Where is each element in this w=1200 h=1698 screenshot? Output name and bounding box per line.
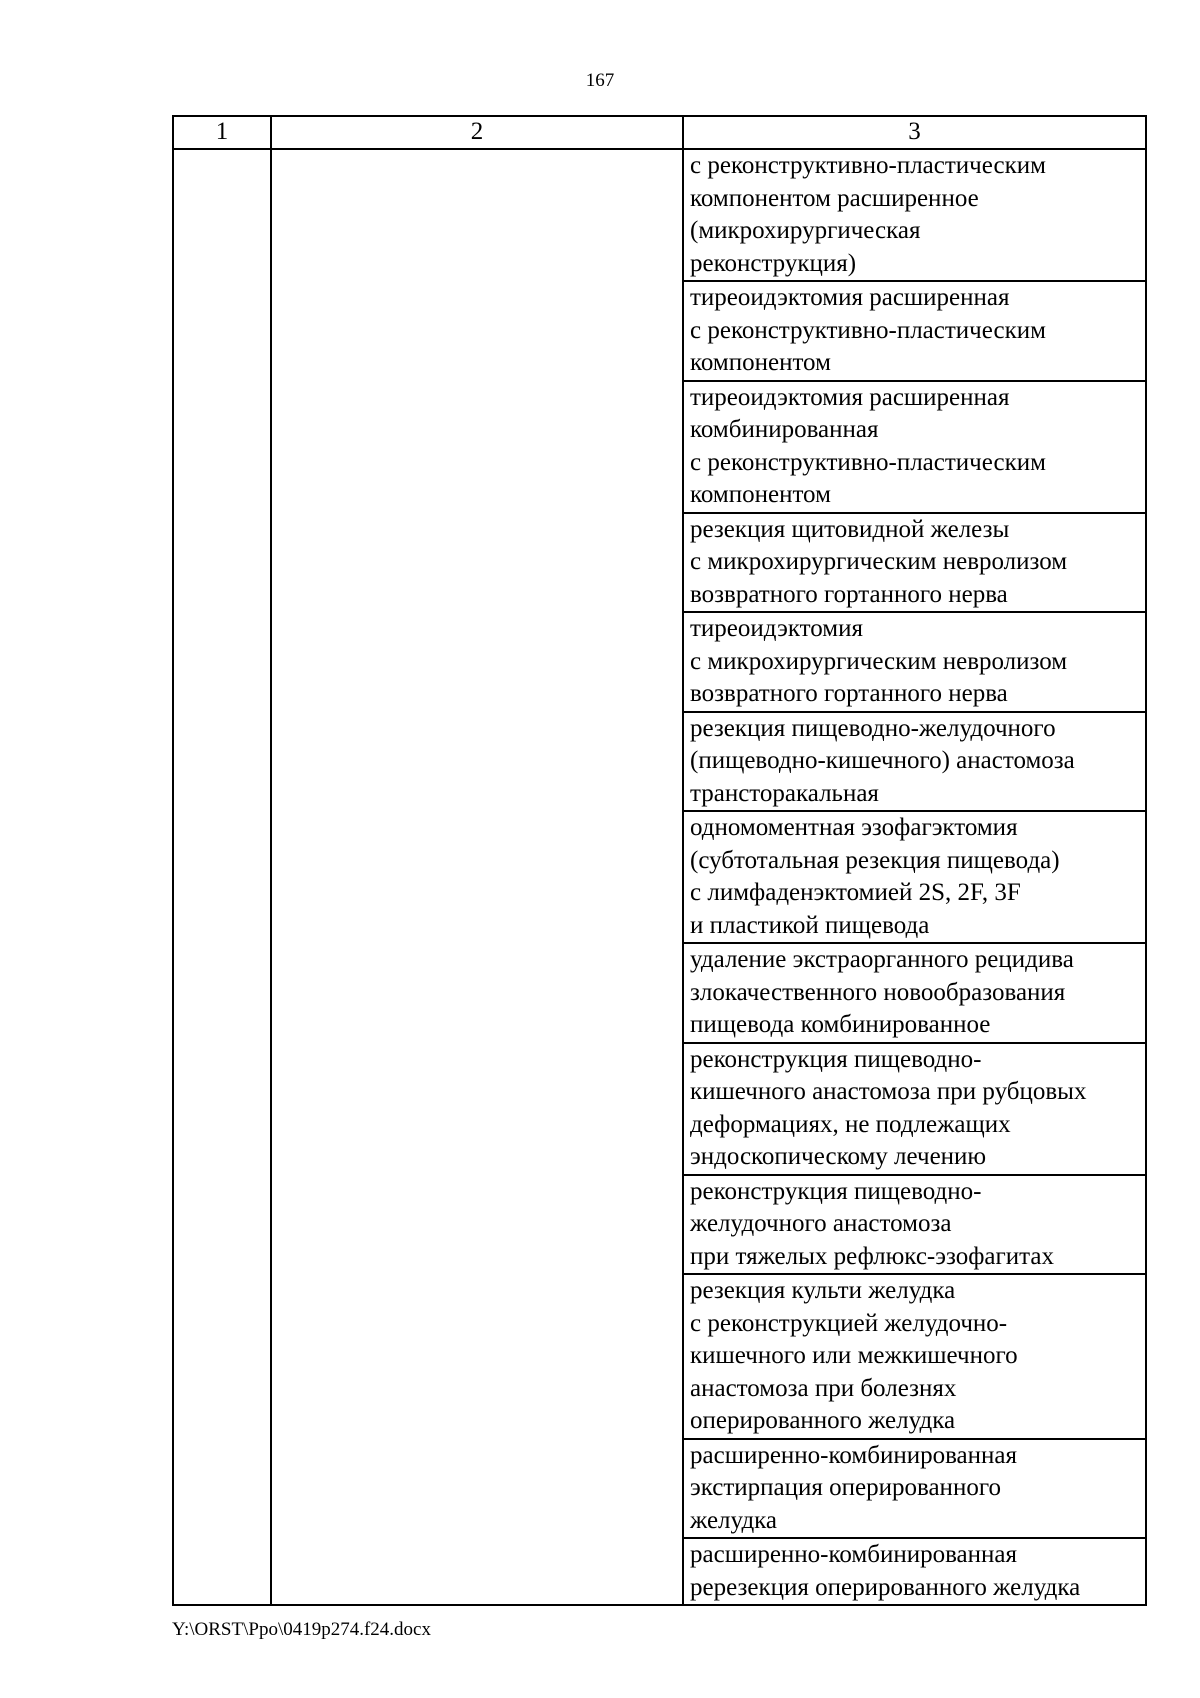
procedure-text-line: кишечного анастомоза при рубцовых	[690, 1078, 1087, 1105]
procedure-cell	[683, 1175, 1146, 1275]
procedure-text-line: с реконструктивно-пластическим	[690, 316, 1046, 344]
procedure-cell	[683, 1043, 1146, 1175]
procedure-text-line: тиреоидэктомия расширенная	[690, 284, 1010, 311]
procedure-text-line: оперированного желудка	[690, 1407, 956, 1434]
column-header-3: 3	[683, 116, 1146, 149]
procedure-text-line: желудочного анастомоза	[690, 1210, 952, 1237]
procedures-table	[172, 115, 1147, 1606]
column-2-cell	[271, 149, 683, 1605]
procedure-text-line: тиреоидэктомия расширенная	[690, 383, 1010, 411]
procedure-text-line: кишечного или межкишечного	[690, 1342, 1018, 1369]
procedure-cell	[683, 612, 1146, 712]
procedure-text-line: компонентом расширенное	[690, 184, 979, 212]
procedure-text-line: с реконструктивно-пластическим	[690, 152, 1046, 179]
procedure-text-line: с лимфаденэктомией 2S, 2F, 3F	[690, 879, 1021, 906]
procedure-cell	[683, 943, 1146, 1043]
procedure-text-line: компонентом	[690, 481, 831, 508]
procedure-text-line: (пищеводно-кишечного) анастомоза	[690, 747, 1075, 774]
procedure-text-line: расширенно-комбинированная	[690, 1541, 1018, 1568]
procedure-text-line: удаление экстраорганного рецидива	[690, 946, 1074, 973]
procedure-text-line: тиреоидэктомия	[690, 615, 863, 642]
table-row	[173, 149, 1146, 281]
procedure-cell	[683, 1439, 1146, 1539]
procedure-text-line: ререзекция оперированного желудка	[690, 1573, 1081, 1601]
procedure-text-line: желудка	[690, 1506, 778, 1534]
procedure-cell	[683, 381, 1146, 513]
procedure-text-line: пищевода комбинированное	[690, 1011, 991, 1038]
procedure-text-line: анастомоза при болезнях	[690, 1374, 957, 1402]
procedure-text-line: резекция пищеводно-желудочного	[690, 714, 1056, 742]
procedure-text-line: (микрохирургическая	[690, 217, 921, 244]
procedure-cell	[683, 281, 1146, 381]
procedure-cell	[683, 712, 1146, 812]
column-header-2: 2	[271, 116, 683, 149]
procedure-cell	[683, 513, 1146, 613]
procedure-text-line: с микрохирургическим невролизом	[690, 647, 1068, 675]
procedure-text-line: комбинированная	[690, 416, 879, 443]
procedure-text-line: расширенно-комбинированная	[690, 1441, 1018, 1469]
procedure-text-line: и пластикой пищевода	[690, 911, 930, 939]
procedure-cell	[683, 1274, 1146, 1439]
file-path-footer: Y:\ORST\Ppo\0419p274.f24.docx	[172, 1619, 431, 1640]
procedure-text-line: эндоскопическому лечению	[690, 1143, 987, 1170]
procedure-text-line: с реконструктивно-пластическим	[690, 448, 1046, 476]
procedure-text-line: с микрохирургическим невролизом	[690, 548, 1068, 575]
procedure-text-line: деформациях, не подлежащих	[690, 1110, 1011, 1138]
procedure-text-line: резекция щитовидной железы	[690, 515, 1010, 543]
procedure-text-line: возвратного гортанного нерва	[690, 580, 1008, 608]
procedure-cell	[683, 811, 1146, 943]
column-1-cell	[173, 149, 271, 1605]
procedure-text-line: при тяжелых рефлюкс-эзофагитах	[690, 1242, 1054, 1270]
procedure-text-line: компонентом	[690, 349, 831, 376]
procedure-text-line: с реконструкцией желудочно-	[690, 1309, 1008, 1337]
procedure-text-line: реконструкция пищеводно-	[690, 1045, 982, 1073]
procedure-cell	[683, 1538, 1146, 1605]
procedure-text-line: реконструкция пищеводно-	[690, 1177, 982, 1205]
page-number: 167	[585, 70, 615, 91]
procedure-text-line: реконструкция)	[690, 249, 857, 277]
procedure-text-line: (субтотальная резекция пищевода)	[690, 846, 1060, 874]
procedure-text-line: возвратного гортанного нерва	[690, 680, 1008, 707]
header-row	[173, 116, 1146, 149]
procedure-text-line: злокачественного новообразования	[690, 978, 1066, 1006]
procedure-text-line: одномоментная эзофагэктомия	[690, 814, 1018, 841]
procedure-cell	[683, 149, 1146, 281]
procedure-text-line: экстирпация оперированного	[690, 1474, 1001, 1501]
procedure-text-line: трансторакальная	[690, 779, 879, 807]
column-header-1: 1	[173, 116, 271, 149]
procedure-text-line: резекция культи желудка	[690, 1277, 956, 1304]
